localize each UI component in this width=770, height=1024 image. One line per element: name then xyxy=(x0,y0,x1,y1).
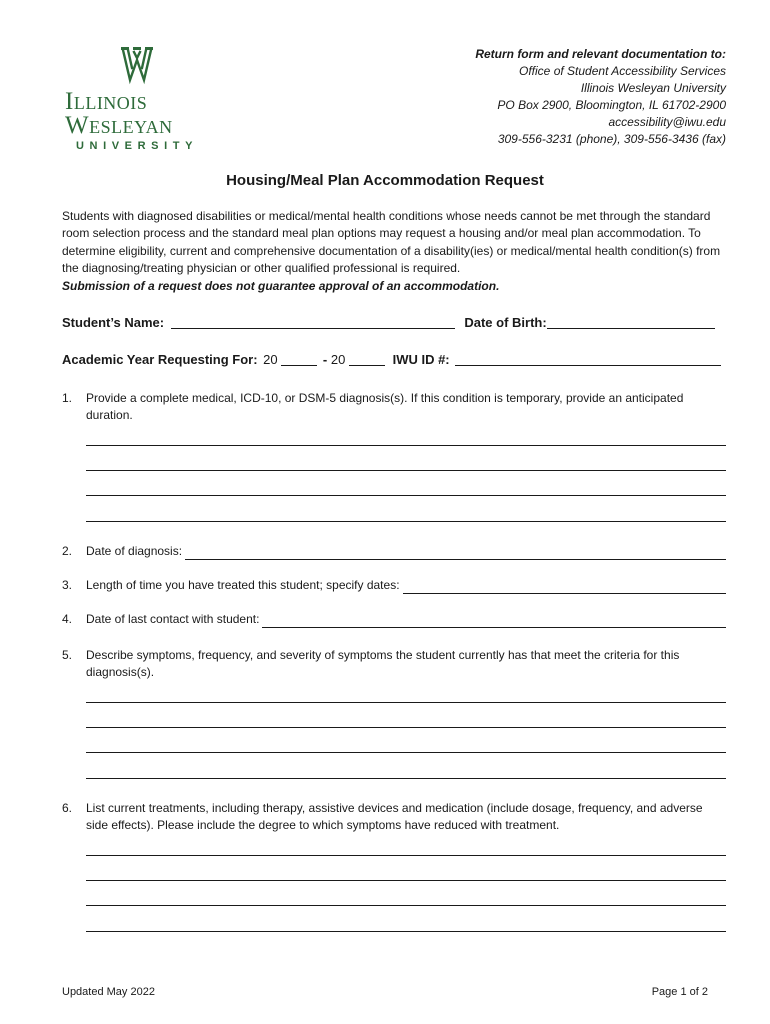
question-text: Length of time you have treated this student; specify dates: xyxy=(86,578,400,592)
question-number: 6. xyxy=(62,801,73,815)
return-office: Office of Student Accessibility Services xyxy=(519,64,726,78)
question-6 xyxy=(62,800,726,836)
question-number: 4. xyxy=(62,612,73,626)
year-prefix-1: 20 xyxy=(263,352,278,367)
logo-line-wesleyan: Wesleyan xyxy=(65,112,173,139)
answer-line[interactable] xyxy=(86,778,726,779)
question-2 xyxy=(62,543,726,561)
return-email[interactable]: accessibility@iwu.edu xyxy=(608,115,726,129)
return-university: Illinois Wesleyan University xyxy=(580,81,726,95)
wesleyan-crest-icon xyxy=(120,46,154,86)
student-name-row xyxy=(62,314,715,330)
answer-line[interactable] xyxy=(86,702,726,703)
iwu-id-field[interactable] xyxy=(455,351,721,366)
answer-line[interactable] xyxy=(86,855,726,856)
question-1 xyxy=(62,390,726,426)
year-start-field[interactable] xyxy=(281,351,317,366)
question-4 xyxy=(62,611,726,629)
intro-body: Students with diagnosed disabilities or medical/mental health conditions whose needs cannot be met through the standard room selection process and the standard meal plan options may request a housing and/or meal plan accommodation. To determine eligibility, current and comprehensive documentation of a disability(ies) or medical/mental health condition(s) from the diagnosing/treating physician or other qualified professional is required. xyxy=(62,209,721,276)
dob-label: Date of Birth: xyxy=(464,315,547,330)
last-contact-field[interactable] xyxy=(262,614,726,628)
academic-year-label: Academic Year Requesting For: xyxy=(62,352,258,367)
academic-year-row xyxy=(62,351,721,367)
question-text: Date of diagnosis: xyxy=(86,544,183,558)
answer-line[interactable] xyxy=(86,905,726,906)
question-number: 1. xyxy=(62,391,73,405)
question-3 xyxy=(62,577,726,595)
logo-line-illinois: Illinois xyxy=(65,88,148,115)
student-name-field[interactable] xyxy=(171,314,455,329)
form-title: Housing/Meal Plan Accommodation Request xyxy=(226,172,544,189)
year-prefix-2: 20 xyxy=(330,352,346,367)
question-number: 2. xyxy=(62,544,73,558)
logo-line-university: UNIVERSITY xyxy=(76,140,199,152)
year-dash: - xyxy=(322,352,328,367)
answer-line[interactable] xyxy=(86,521,726,522)
iwu-id-label: IWU ID #: xyxy=(392,352,450,367)
question-text: Date of last contact with student: xyxy=(86,612,260,626)
question-text: Describe symptoms, frequency, and severity of symptoms the student currently has that meet the criteria for this diagnosis(s). xyxy=(86,648,680,680)
return-address: PO Box 2900, Bloomington, IL 61702-2900 xyxy=(497,98,726,112)
question-number: 5. xyxy=(62,648,73,662)
university-logo xyxy=(62,44,214,156)
question-number: 3. xyxy=(62,578,73,592)
answer-line[interactable] xyxy=(86,880,726,881)
answer-line[interactable] xyxy=(86,752,726,753)
treatment-length-field[interactable] xyxy=(403,580,726,594)
answer-line[interactable] xyxy=(86,727,726,728)
answer-line[interactable] xyxy=(86,931,726,932)
question-text: List current treatments, including therapy, assistive devices and medication (include dosage, frequency, and adverse side effects). Please include the degree to which symptoms have reduced with treatment. xyxy=(86,801,703,833)
question-text: Provide a complete medical, ICD-10, or DSM-5 diagnosis(s). If this condition is temporary, provide an anticipated duration. xyxy=(86,391,684,423)
footer-updated: Updated May 2022 xyxy=(62,986,155,998)
return-heading: Return form and relevant documentation to: xyxy=(475,47,726,61)
answer-line[interactable] xyxy=(86,470,726,471)
date-of-diagnosis-field[interactable] xyxy=(185,546,726,560)
return-address-block xyxy=(475,46,726,148)
answer-line[interactable] xyxy=(86,445,726,446)
intro-paragraph xyxy=(62,208,732,295)
question-5 xyxy=(62,647,726,683)
student-name-label: Student’s Name: xyxy=(62,315,165,330)
intro-emphasis: Submission of a request does not guarantee approval of an accommodation. xyxy=(62,278,500,293)
return-phone-fax: 309-556-3231 (phone), 309-556-3436 (fax) xyxy=(497,132,726,146)
year-end-field[interactable] xyxy=(349,351,385,366)
footer-page-number: Page 1 of 2 xyxy=(651,986,708,998)
answer-line[interactable] xyxy=(86,495,726,496)
dob-field[interactable] xyxy=(547,314,715,329)
